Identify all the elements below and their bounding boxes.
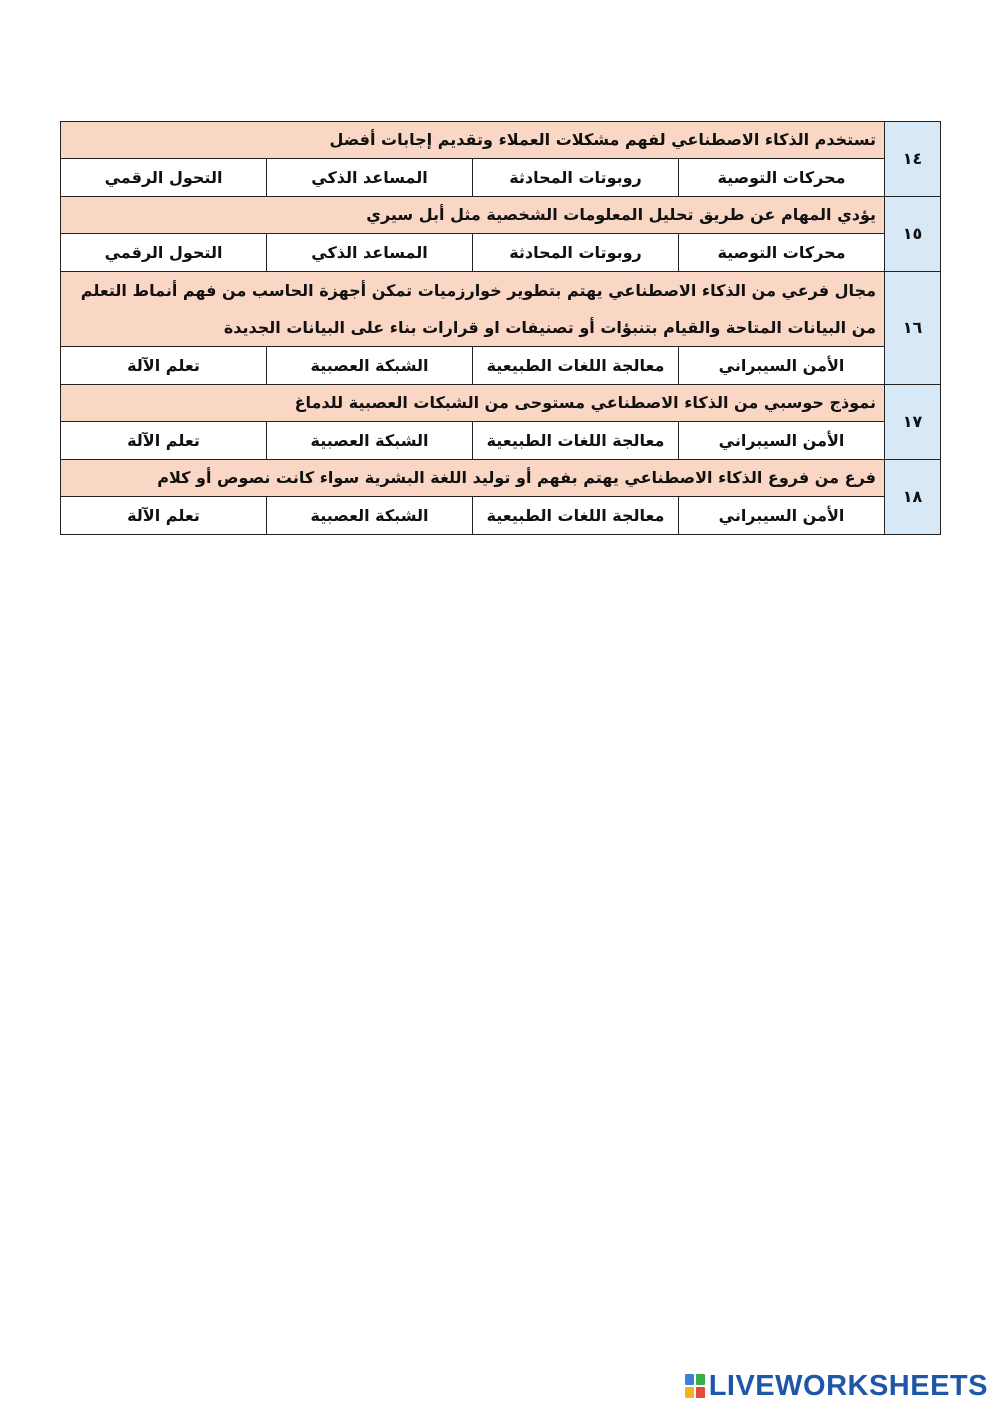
options-row [61,497,941,535]
options-row [61,159,941,197]
question-row [61,272,941,347]
question-number: ١٥ [885,197,941,272]
answer-option[interactable]: تعلم الآلة [61,422,267,460]
answer-option[interactable]: الشبكة العصبية [267,347,473,385]
brand-text: LIVEWORKSHEETS [708,1369,988,1402]
question-number: ١٦ [885,272,941,385]
question-text: يؤدي المهام عن طريق تحليل المعلومات الشخصية مثل أبل سيري [61,197,885,234]
question-row [61,197,941,234]
answer-option[interactable]: التحول الرقمي [61,159,267,197]
answer-option[interactable]: روبوتات المحادثة [473,234,679,272]
question-text: تستخدم الذكاء الاصطناعي لفهم مشكلات العملاء وتقديم إجابات أفضل [61,122,885,159]
answer-option[interactable]: الأمن السيبراني [679,497,885,535]
answer-option[interactable]: المساعد الذكي [267,234,473,272]
question-number: ١٤ [885,122,941,197]
answer-option[interactable]: محركات التوصية [679,234,885,272]
answer-option[interactable]: الشبكة العصبية [267,422,473,460]
answer-option[interactable]: الشبكة العصبية [267,497,473,535]
answer-option[interactable]: تعلم الآلة [61,497,267,535]
options-row [61,422,941,460]
quiz-table [60,121,941,535]
question-row [61,460,941,497]
question-row [61,385,941,422]
answer-option[interactable]: المساعد الذكي [267,159,473,197]
question-text: مجال فرعي من الذكاء الاصطناعي يهتم بتطوير خوارزميات تمكن أجهزة الحاسب من فهم أنماط التعلم من البيانات المتاحة والقيام بتنبؤات أو تصنيفات او قرارات بناء على البيانات الجديدة [61,272,885,347]
answer-option[interactable]: محركات التوصية [679,159,885,197]
answer-option[interactable]: معالجة اللغات الطبيعية [473,497,679,535]
answer-option[interactable]: روبوتات المحادثة [473,159,679,197]
answer-option[interactable]: معالجة اللغات الطبيعية [473,347,679,385]
question-number: ١٨ [885,460,941,535]
answer-option[interactable]: تعلم الآلة [61,347,267,385]
brand-logo [685,1370,988,1402]
liveworksheets-logo-icon [685,1374,705,1398]
question-text: نموذج حوسبي من الذكاء الاصطناعي مستوحى من الشبكات العصبية للدماغ [61,385,885,422]
answer-option[interactable]: الأمن السيبراني [679,422,885,460]
question-text: فرع من فروع الذكاء الاصطناعي يهتم بفهم أو توليد اللغة البشرية سواء كانت نصوص أو كلام [61,460,885,497]
question-number: ١٧ [885,385,941,460]
options-row [61,347,941,385]
answer-option[interactable]: التحول الرقمي [61,234,267,272]
answer-option[interactable]: الأمن السيبراني [679,347,885,385]
options-row [61,234,941,272]
worksheet [60,121,941,535]
question-row [61,122,941,159]
answer-option[interactable]: معالجة اللغات الطبيعية [473,422,679,460]
